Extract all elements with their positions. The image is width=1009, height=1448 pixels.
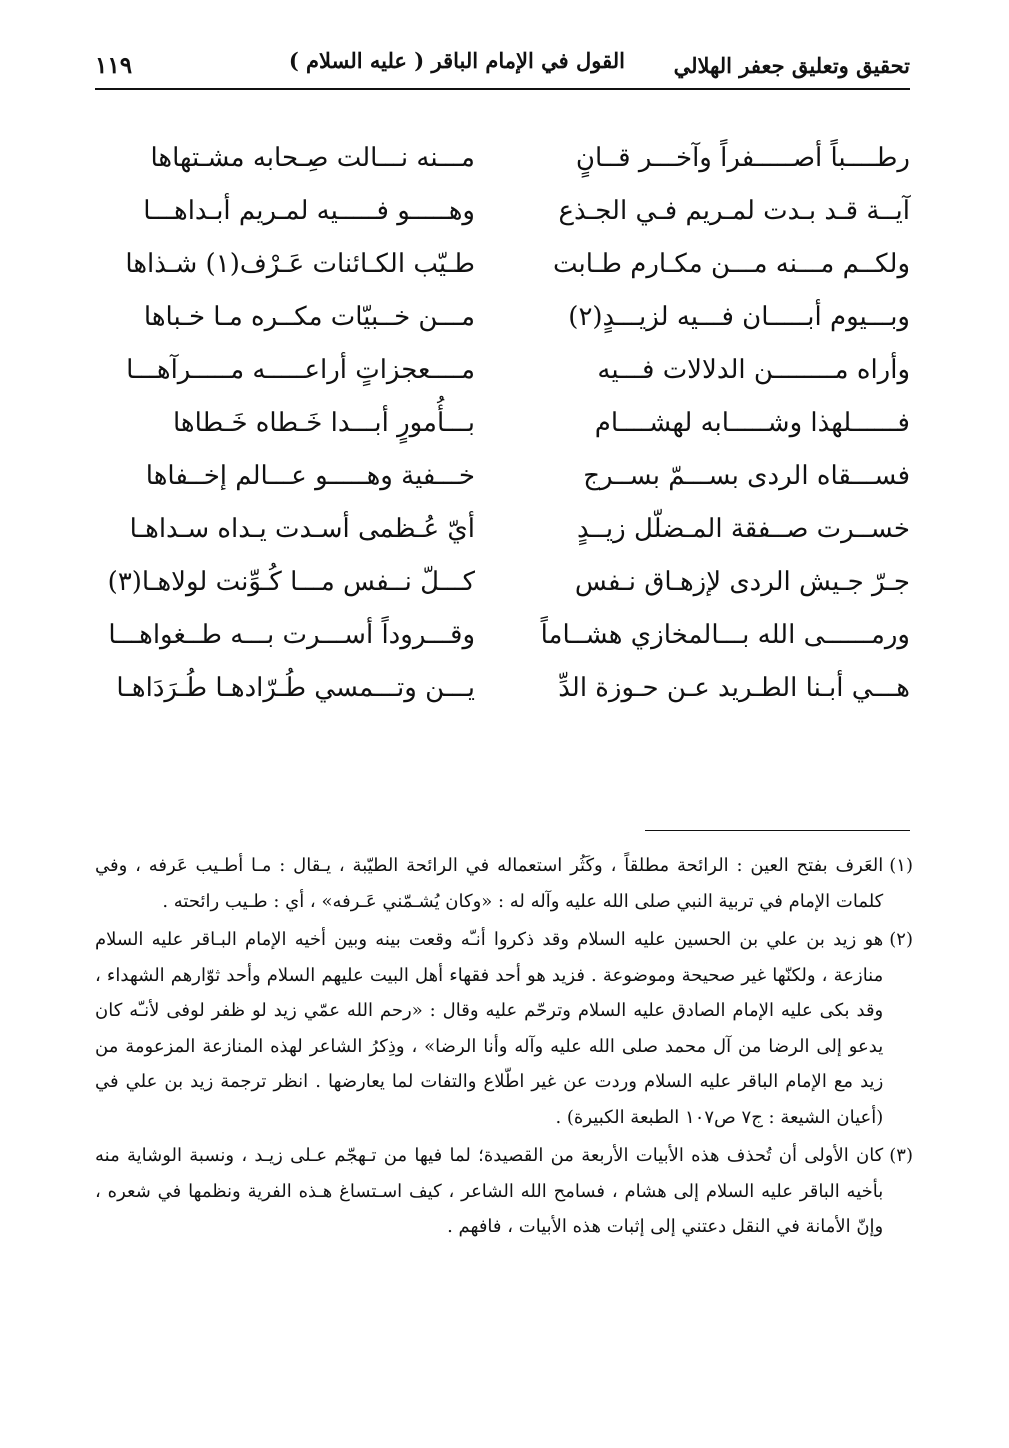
first-hemistich: هـــي أبـنا الطـريد عـن حـوزة الدِّ bbox=[558, 673, 910, 703]
second-hemistich: خـــفية وهـــــو عـــالم إخــفاها bbox=[145, 461, 475, 491]
first-hemistich: وأراه مــــــــن الدلالات فـــيه bbox=[597, 355, 910, 385]
verse bbox=[95, 448, 910, 504]
verse bbox=[95, 660, 910, 716]
footnote-number: (٣) bbox=[889, 1145, 913, 1166]
first-hemistich: جـرّ جـيش الردى لإزهـاق نـفس bbox=[574, 567, 910, 597]
verse bbox=[95, 501, 910, 557]
second-hemistich: مــــعجزاتٍ أراعـــــه مـــــرآهـــا bbox=[126, 355, 475, 385]
verse bbox=[95, 183, 910, 239]
second-hemistich: مـــنه نـــالت صِـحابه مشـتهاها bbox=[150, 143, 475, 173]
second-hemistich: طـيّب الكـائنات عَـرْف(١) شـذاها bbox=[125, 249, 475, 279]
footnote-text: كان الأولى أن تُحذف هذه الأبيات الأربعة من القصيدة؛ لما فيها من تـهجّم عـلى زيـد ، ونسبة الوشاية منه بأخيه الباقر عليه السلام إلى هشام ، فسامح الله الشاعر ، كيف اسـتساغ هـذه الفرية ونظمها في شعره ، وإنّ الأمانة في النقل دعتني إلى إثبات هذه الأبيات ، فافهم . bbox=[95, 1145, 884, 1237]
footnote-text: هو زيد بن علي بن الحسين عليه السلام وقد ذكروا أنـّه وقعت بينه وبين أخيه الإمام البـاقر عليه السلام منازعة ، ولكنّها غير صحيحة وموضوعة . فزيد هو أحد فقهاء أهل البيت عليهم السلام وأحد ثوّارهم الشهداء ، وقد بكى عليه الإمام الصادق عليه السلام وترحّم عليه وقال : «رحم الله عمّي زيد لو ظفر لوفى لأنـّه كان يدعو إلى الرضا من آل محمد صلى الله عليه وآله وأنا الرضا» ، وذِكرُ الشاعر لهذه المنازعة المزعومة من زيد مع الإمام الباقر عليه السلام وردت عن غير اطّلاع والتفات لما يعارضها . انظر ترجمة زيد بن علي في (أعيان الشيعة : ج٧ ص١٠٧ الطبعة الكبيرة) . bbox=[95, 929, 884, 1128]
running-header bbox=[95, 42, 910, 90]
footnote bbox=[95, 1138, 913, 1245]
verse bbox=[95, 236, 910, 292]
book-title: تحقيق وتعليق جعفر الهلالي bbox=[673, 52, 910, 78]
footnotes bbox=[95, 848, 913, 1248]
first-hemistich: آيــة قـد بـدت لمـريم فـي الجـذع bbox=[558, 196, 910, 226]
second-hemistich: أيّ عُـظمى أسـدت يـداه سـداهـا bbox=[129, 514, 475, 544]
footnote bbox=[95, 848, 913, 919]
verse bbox=[95, 130, 910, 186]
poem bbox=[95, 130, 910, 730]
second-hemistich: وقـــروداً أســـرت بـــه طــغواهـــا bbox=[108, 620, 475, 650]
second-hemistich: وهـــــو فـــــيه لمـريم أبـداهـــا bbox=[143, 196, 475, 226]
second-hemistich: يـــن وتـــمسي طُـرّادهـا طُـرَدَاهـا bbox=[116, 673, 475, 703]
footnote-number: (٢) bbox=[889, 929, 913, 950]
page-number: ١١٩ bbox=[95, 51, 133, 79]
footnote-number: (١) bbox=[889, 855, 913, 876]
footnote-separator bbox=[645, 830, 910, 831]
first-hemistich: ورمــــــى الله بـــالمخازي هشــاماً bbox=[540, 620, 910, 650]
verse bbox=[95, 395, 910, 451]
first-hemistich: خســرت صــفقة المـضلّل زيــدٍ bbox=[577, 514, 910, 544]
first-hemistich: وبـــيوم أبـــــان فـــيه لزيـــدٍ(٢) bbox=[568, 302, 910, 332]
verse bbox=[95, 342, 910, 398]
verse bbox=[95, 607, 910, 663]
first-hemistich: فــــــلهذا وشـــــابه لهشــــام bbox=[594, 408, 910, 438]
first-hemistich: رطــــباً أصـــــفراً وآخـــر قــانٍ bbox=[575, 143, 910, 173]
second-hemistich: مـــن خــبيّات مكــره مـا خـباها bbox=[143, 302, 475, 332]
verse bbox=[95, 289, 910, 345]
chapter-title: القول في الإمام الباقر ( عليه السلام ) bbox=[288, 48, 625, 73]
verse bbox=[95, 554, 910, 610]
first-hemistich: ولكــم مـــنه مـــن مكـارم طـابت bbox=[552, 249, 910, 279]
second-hemistich: كـــلّ نــفس مـــا كُـوِّنت لولاهـا(٣) bbox=[107, 567, 475, 597]
footnote-text: العَرف بفتح العين : الرائحة مطلقاً ، وكَثُر استعماله في الرائحة الطيّبة ، يـقال : مـا أطـيب عَرفه ، وفي كلمات الإمام في تربية النبي صلى الله عليه وآله له : «وكان يُشـمّني عَـرفه» ، أي : طـيب رائحته . bbox=[95, 855, 884, 912]
first-hemistich: فســـقاه الردى بســـمّ بســرج bbox=[583, 461, 910, 491]
footnote bbox=[95, 922, 913, 1135]
second-hemistich: بـــأُمورٍ أبـــدا خَـطاه خَـطاها bbox=[172, 408, 475, 438]
